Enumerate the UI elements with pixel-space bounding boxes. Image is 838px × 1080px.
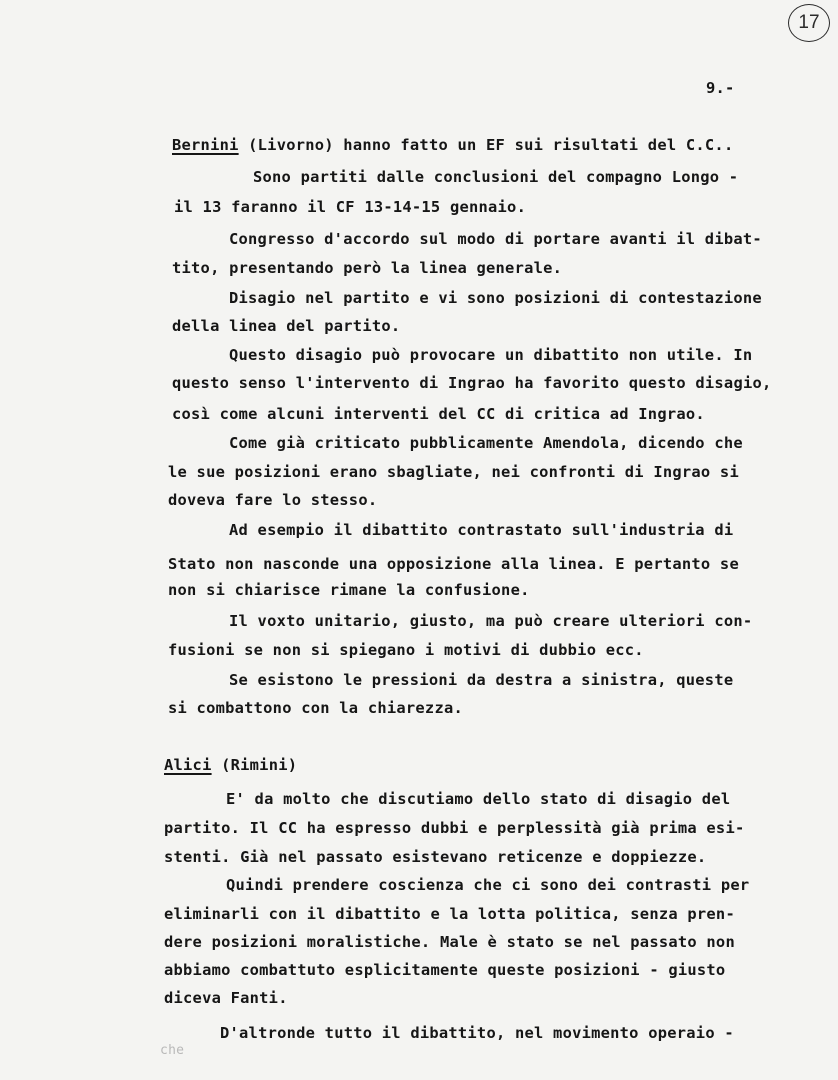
text-line: Sono partiti dalle conclusioni del compagno Longo - bbox=[253, 168, 739, 186]
text-line: Il voxto unitario, giusto, ma può creare ulteriori con- bbox=[229, 612, 753, 630]
text-line: fusioni se non si spiegano i motivi di dubbio ecc. bbox=[168, 641, 644, 659]
text-line: Come già criticato pubblicamente Amendola, dicendo che bbox=[229, 434, 743, 452]
text-line: Questo disagio può provocare un dibattito non utile. In bbox=[229, 346, 753, 364]
text-line: tito, presentando però la linea generale. bbox=[172, 259, 563, 277]
text-line: Congresso d'accordo sul modo di portare avanti il dibat- bbox=[229, 230, 762, 248]
text-line: le sue posizioni erano sbagliate, nei confronti di Ingrao si bbox=[168, 463, 739, 481]
text-line: abbiamo combattuto esplicitamente queste posizioni - giusto bbox=[164, 961, 726, 979]
text-line: si combattono con la chiarezza. bbox=[168, 699, 463, 717]
page-number: 9.- bbox=[706, 79, 735, 97]
text-line: E' da molto che discutiamo dello stato di disagio del bbox=[226, 790, 731, 808]
text-line: Stato non nasconde una opposizione alla linea. E pertanto se bbox=[168, 555, 739, 573]
text-line: della linea del partito. bbox=[172, 317, 401, 335]
speaker-name: Alici bbox=[164, 756, 212, 774]
text-line: Se esistono le pressioni da destra a sinistra, queste bbox=[229, 671, 734, 689]
heading-text: (Livorno) hanno fatto un EF sui risultati del C.C.. bbox=[238, 136, 734, 154]
text-line: dere posizioni moralistiche. Male è stato se nel passato non bbox=[164, 933, 735, 951]
text-line: Disagio nel partito e vi sono posizioni di contestazione bbox=[229, 289, 762, 307]
text-line: D'altronde tutto il dibattito, nel movimento operaio - bbox=[220, 1024, 734, 1042]
archive-page-stamp: 17 bbox=[788, 4, 830, 42]
text-line: stenti. Già nel passato esistevano reticenze e doppiezze. bbox=[164, 848, 707, 866]
text-line: questo senso l'intervento di Ingrao ha favorito questo disagio, bbox=[172, 374, 772, 392]
text-line: doveva fare lo stesso. bbox=[168, 491, 378, 509]
text-line: Ad esempio il dibattito contrastato sull'industria di bbox=[229, 521, 734, 539]
text-line: eliminarli con il dibattito e la lotta politica, senza pren- bbox=[164, 905, 735, 923]
section-heading-bernini bbox=[172, 135, 733, 155]
catchword: che bbox=[160, 1043, 185, 1058]
text-line: così come alcuni interventi del CC di critica ad Ingrao. bbox=[172, 405, 705, 423]
text-line: il 13 faranno il CF 13-14-15 gennaio. bbox=[174, 198, 527, 216]
text-line: diceva Fanti. bbox=[164, 989, 288, 1007]
text-line: non si chiarisce rimane la confusione. bbox=[168, 581, 530, 599]
text-line: Quindi prendere coscienza che ci sono dei contrasti per bbox=[226, 876, 750, 894]
heading-text: (Rimini) bbox=[211, 756, 298, 774]
section-heading-alici bbox=[164, 755, 297, 775]
text-line: partito. Il CC ha espresso dubbi e perplessità già prima esi- bbox=[164, 819, 745, 837]
speaker-name: Bernini bbox=[172, 136, 239, 154]
